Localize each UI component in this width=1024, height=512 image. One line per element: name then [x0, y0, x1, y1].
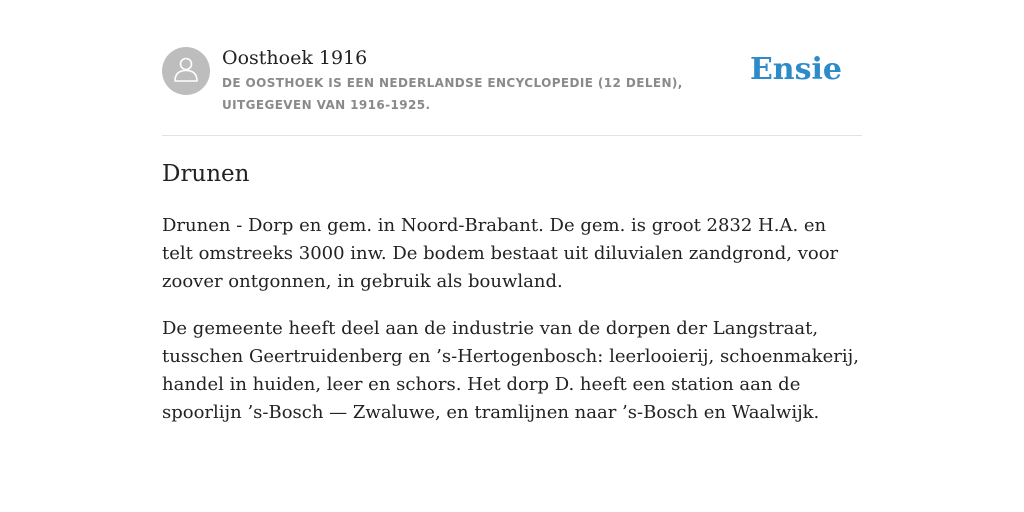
author-description: DE OOSTHOEK IS EEN NEDERLANDSE ENCYCLOPEDIE (12 DELEN), UITGEGEVEN VAN 1916-1925.	[222, 76, 683, 112]
article-paragraph: De gemeente heeft deel aan de industrie van de dorpen der Langstraat, tusschen Geertruidenberg en ’s-Hertogenbosch: leerlooierij, schoenmakerij, handel in huiden, leer en schors. Het dorp D. heeft een station aan de spoorlijn ’s-Bosch — Zwaluwe, en tramlijnen naar ’s-Bosch en Waalwijk.	[162, 318, 859, 423]
brand-logo[interactable]: Ensie	[749, 52, 842, 87]
author-name[interactable]: Oosthoek 1916	[222, 47, 368, 69]
user-silhouette-icon	[172, 55, 200, 88]
avatar[interactable]	[162, 47, 210, 95]
author-header	[162, 44, 862, 136]
article-title: Drunen	[162, 161, 250, 187]
article-paragraph: Drunen - Dorp en gem. in Noord-Brabant. De gem. is groot 2832 H.A. en telt omstreeks 3000 inw. De bodem bestaat uit diluvialen zandgrond, voor zoover ontgonnen, in gebruik als bouwland.	[162, 215, 839, 292]
article-body	[162, 212, 862, 446]
